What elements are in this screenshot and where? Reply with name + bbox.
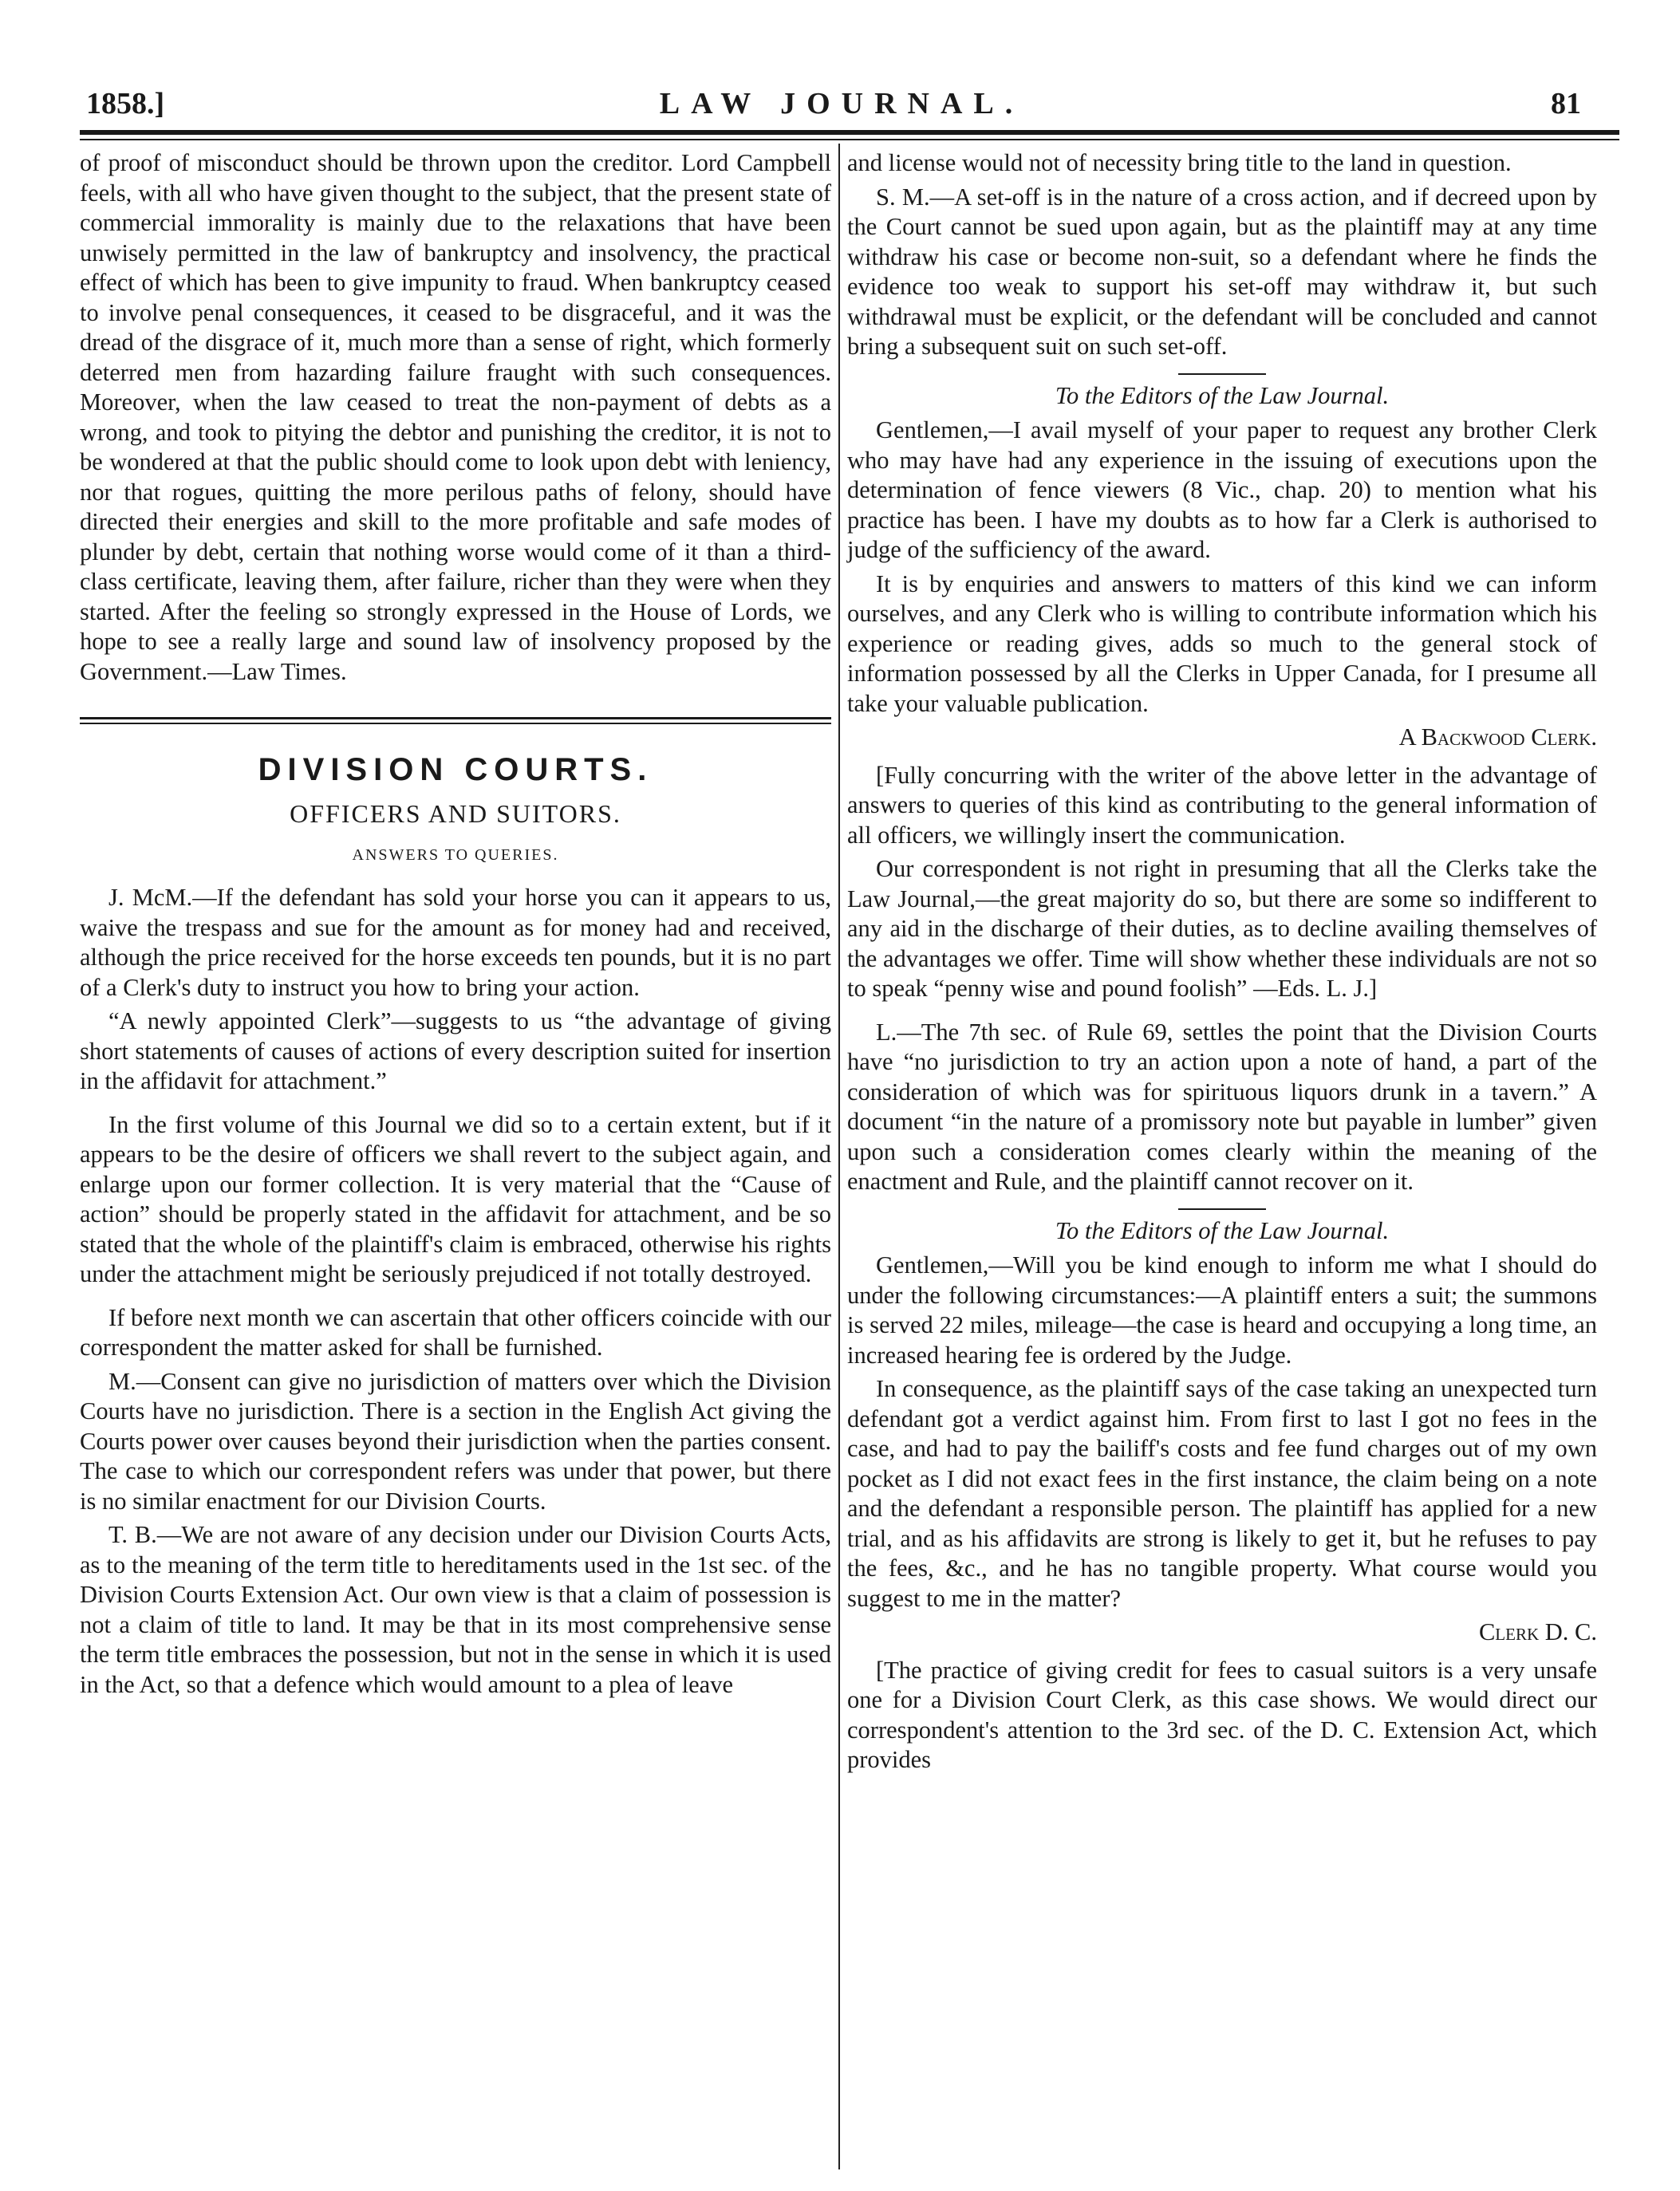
continued-paragraph: and license would not of necessity bring title to the land in question. [847,149,1512,176]
right-column [847,148,1597,1779]
editor-reply: [The practice of giving credit for fees to casual suitors is a very unsafe one for a Division Court Clerk, as this case shows. We would direct our correspondent's attention to the 3rd sec. of the D. C. Extension Act, which provides [847,1656,1597,1773]
header-year: 1858.] [86,87,165,120]
answer-paragraph: If before next month we can ascertain that other officers coincide with our correspondent the matter asked for shall be furnished. [80,1303,831,1361]
editor-reply: Our correspondent is not right in presuming that all the Clerks take the Law Journal,—the great majority do so, but there are some so indifferent to any aid in the discharge of their duties, as to decline availing themselves of the advantages we offer. Time will show whether these individuals are not so to speak “penny wise and pound foolish” —Eds. L. J.] [847,855,1597,1002]
letter-paragraph: Gentlemen,—Will you be kind enough to inform me what I should do under the following circumstances:—A plaintiff enters a suit; the summons is served 22 miles, mileage—the case is heard and occupying a long time, an increased hearing fee is ordered by the Judge. [847,1251,1597,1369]
page-header [80,80,1603,128]
answer-paragraph: J. McM.—If the defendant has sold your horse you can it appears to us, waive the trespass and sue for the amount as for money had and received, although the price received for the horse exceeds ten pounds, but it is no part of a Clerk's duty to instruct you how to bring your action. [80,884,831,1001]
letter-signature: A Backwood Clerk. [1398,723,1597,751]
letter-signature: Clerk D. C. [1478,1618,1597,1645]
section-title: DIVISION COURTS. [258,752,653,787]
left-column [80,148,831,1704]
intro-paragraph: of proof of misconduct should be thrown upon the creditor. Lord Campbell feels, with all who have given thought to the subject, that the present state of commercial immorality is mainly due to the relaxations that have been unwisely permitted in the law of bankruptcy and insolvency, the practical effect of which has been to give impunity to fraud. When bankruptcy ceased to involve penal consequences, it ceased to be disgraceful, and it was the dread of the disgrace of it, much more than a sense of right, which formerly deterred men from hazarding failure fraught with such consequences. Moreover, when the law ceased to treat the non-payment of debts as a wrong, and took to pitying the debtor and punishing the creditor, it is not to be wondered at that the public should come to look upon debt with leniency, nor that rogues, quitting the more perilous paths of felony, should have directed their energies and skill to the more profitable and safe modes of plunder by debt, certain that nothing worse would come of it than a third-class certificate, leaving them, after failure, richer than they were when they started. After the feeling so strongly expressed in the House of Lords, we hope to see a really large and sound law of insolvency proposed by the Government.—Law Times. [80,149,831,685]
editor-reply: [Fully concurring with the writer of the above letter in the advantage of answers to queries of this kind as contributing to the general information of all officers, we willingly insert the communication. [847,761,1597,849]
letter-paragraph: It is by enquiries and answers to matters of this kind we can inform ourselves, and any Clerk who is willing to contribute information which his experience or reading gives, adds so much to the general stock of information possessed by all the Clerks in Upper Canada, for I presume all take your valuable publication. [847,569,1597,717]
letter-paragraph: Gentlemen,—I avail myself of your paper to request any brother Clerk who may have had any experience in the issuing of executions upon the determination of fence viewers (8 Vic., chap. 20) to mention what his practice has been. I have my doubts as to how far a Clerk is authorised to judge of the sufficiency of the award. [847,416,1597,563]
column-divider [838,144,840,2169]
answer-paragraph: In the first volume of this Journal we did so to a certain extent, but if it appears to be the desire of officers we shall revert to the subject again, and enlarge upon our former collection. It is very material that the “Cause of action” should be properly stated in the affidavit for attachment, and be so stated that the whole of the plaintiff's claim is embraced, otherwise his rights under the attachment might be seriously prejudiced if not totally destroyed. [80,1110,831,1287]
answer-paragraph: L.—The 7th sec. of Rule 69, settles the point that the Division Courts have “no jurisdiction to try an action upon a note of hand, a part of the consideration of which was for spirituous liquors drunk in a tavern.” A document “in the nature of a promissory note but payable in lumber” given upon such a consideration comes clearly within the meaning of the enactment and Rule, and the plaintiff cannot recover on it. [847,1018,1597,1195]
section-subtitle: OFFICERS AND SUITORS. [290,799,621,828]
section-divider [80,717,831,724]
answer-paragraph: “A newly appointed Clerk”—suggests to us “the advantage of giving short statements of causes of actions of every description suited for insertion in the affidavit for attachment.” [80,1007,831,1094]
header-rule-thin [80,139,1619,140]
short-divider [1178,1208,1266,1210]
section-subtitle-queries: ANSWERS TO QUERIES. [352,845,559,864]
page-number: 81 [1551,87,1581,120]
journal-title: LAW JOURNAL. [659,87,1024,120]
answer-paragraph: S. M.—A set-off is in the nature of a cross action, and if decreed upon by the Court cannot be sued upon again, but as the plaintiff may at any time withdraw his case or become non-suit, so a defendant where he finds the evidence too weak to support his set-off may withdraw it, but such withdrawal must be explicit, or the defendant will be concluded and cannot bring a subsequent suit on such set-off. [847,183,1597,360]
letter-paragraph: In consequence, as the plaintiff says of the case taking an unexpected turn defendant got a verdict against him. From first to last I got no fees in the case, and had to pay the bailiff's costs and fee fund charges out of my own pocket as I did not exact fees in the first instance, the claim being on a note and the defendant a responsible person. The plaintiff has applied for a new trial, and as his affidavits are strong is likely to get it, but he refuses to pay the fees, &c., and he has no tangible property. What course would you suggest to me in the matter? [847,1375,1597,1612]
answer-paragraph: M.—Consent can give no jurisdiction of matters over which the Division Courts have no jurisdiction. There is a section in the English Act giving the Courts power over causes beyond their jurisdiction when the parties consent. The case to which our correspondent refers was under that power, but there is no similar enactment for our Division Courts. [80,1367,831,1515]
letter-heading: To the Editors of the Law Journal. [1055,381,1390,409]
header-rule-thick [80,130,1619,135]
short-divider [1178,373,1266,375]
answer-paragraph: T. B.—We are not aware of any decision under our Division Courts Acts, as to the meaning of the term title to hereditaments used in the 1st sec. of the Division Courts Extension Act. Our own view is that a claim of possession is not a claim of title to land. It may be that in its most comprehensive sense the term title embraces the possession, but not in the sense in which it is used in the Act, so that a defence which would amount to a plea of leave [80,1521,831,1698]
letter-heading: To the Editors of the Law Journal. [1055,1216,1390,1244]
